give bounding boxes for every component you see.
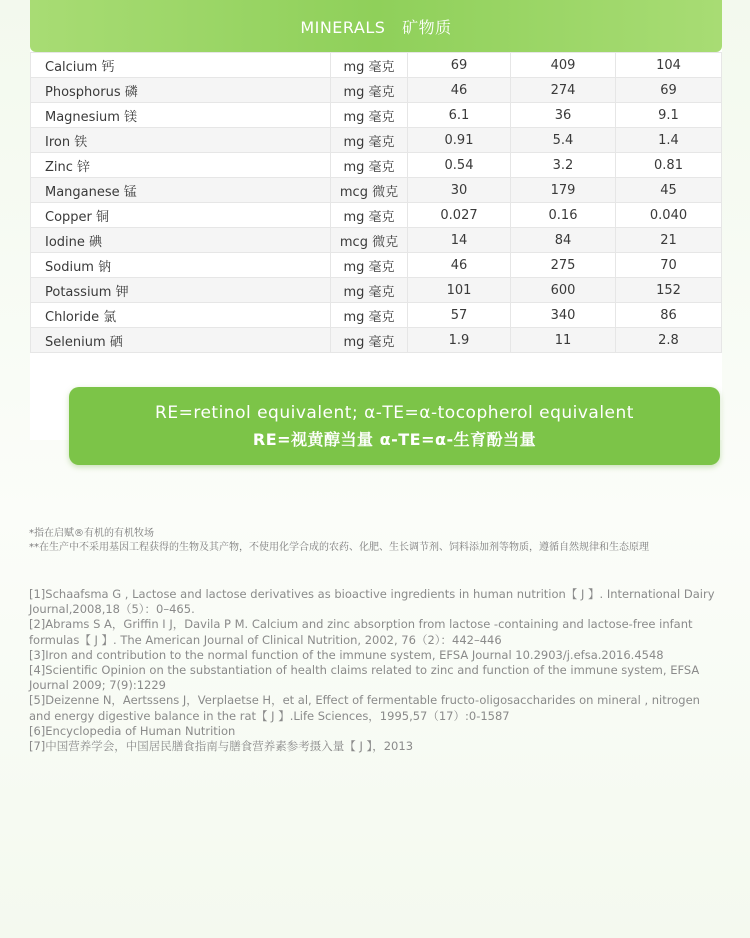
- nutrient-value-1: 1.9: [408, 328, 511, 353]
- nutrient-value-2: 274: [511, 78, 616, 103]
- nutrient-value-1: 46: [408, 78, 511, 103]
- note-english: RE=retinol equivalent; α-TE=α-tocopherol equivalent: [155, 402, 634, 423]
- reference-item: [1]Schaafsma G , Lactose and lactose derivatives as bioactive ingredients in human nutrition【 J 】. International Dairy Journal,2008,18（5）：0–465.: [29, 587, 715, 617]
- nutrient-name: Calcium 钙: [31, 53, 331, 78]
- nutrient-value-2: 11: [511, 328, 616, 353]
- note-chinese: RE=视黄醇当量 α-TE=α-生育酚当量: [252, 429, 537, 449]
- reference-item: [3]Iron and contribution to the normal function of the immune system, EFSA Journal 10.2903/j.efsa.2016.4548: [29, 647, 664, 662]
- nutrient-unit: mcg 微克: [331, 178, 408, 203]
- nutrient-value-2: 409: [511, 53, 616, 78]
- table-row: [31, 178, 722, 203]
- table-row: [31, 303, 722, 328]
- table-row: [31, 228, 722, 253]
- nutrient-value-2: 179: [511, 178, 616, 203]
- nutrient-value-3: 2.8: [616, 328, 722, 353]
- nutrient-value-2: 5.4: [511, 128, 616, 153]
- nutrient-unit: mg 毫克: [331, 78, 408, 103]
- reference-item: [5]Deizenne N，Aertssens J，Verplaetse H，et al, Effect of fermentable fructo-oligosaccharides on mineral , nitrogen and energy digestive balance in the rat【 J 】.Life Sciences，1995,57（17）:0-1587: [29, 693, 700, 723]
- nutrient-unit: mcg 微克: [331, 228, 408, 253]
- table-row: [31, 328, 722, 353]
- nutrient-value-3: 21: [616, 228, 722, 253]
- nutrient-name: Magnesium 镁: [31, 103, 331, 128]
- nutrient-value-1: 0.54: [408, 153, 511, 178]
- nutrient-value-2: 340: [511, 303, 616, 328]
- nutrient-value-1: 14: [408, 228, 511, 253]
- table-row: [31, 278, 722, 303]
- nutrient-value-3: 0.81: [616, 153, 722, 178]
- reference-item: [6]Encyclopedia of Human Nutrition: [29, 723, 236, 738]
- nutrient-value-1: 6.1: [408, 103, 511, 128]
- nutrient-name: Sodium 钠: [31, 253, 331, 278]
- table-row: [31, 153, 722, 178]
- nutrient-value-3: 9.1: [616, 103, 722, 128]
- nutrient-value-3: 70: [616, 253, 722, 278]
- nutrient-name: Manganese 锰: [31, 178, 331, 203]
- nutrient-unit: mg 毫克: [331, 203, 408, 228]
- nutrient-name: Copper 铜: [31, 203, 331, 228]
- nutrient-value-2: 3.2: [511, 153, 616, 178]
- nutrient-value-2: 36: [511, 103, 616, 128]
- nutrient-unit: mg 毫克: [331, 103, 408, 128]
- nutrient-value-1: 0.027: [408, 203, 511, 228]
- nutrient-name: Zinc 锌: [31, 153, 331, 178]
- footnote-organic-production: **在生产中不采用基因工程获得的生物及其产物，不使用化学合成的农药、化肥、生长调节剂、饲料添加剂等物质，遵循自然规律和生态原理: [29, 542, 649, 553]
- nutrient-value-1: 46: [408, 253, 511, 278]
- nutrient-value-2: 0.16: [511, 203, 616, 228]
- nutrient-value-2: 600: [511, 278, 616, 303]
- nutrient-value-2: 275: [511, 253, 616, 278]
- nutrient-value-3: 0.040: [616, 203, 722, 228]
- reference-item: [2]Abrams S A，Griffin I J，Davila P M. Calcium and zinc absorption from lactose -containing and lactose-free infant formulas【 J 】. The American Journal of Clinical Nutrition, 2002, 76（2）：442–446: [29, 617, 693, 647]
- nutrient-name: Potassium 钾: [31, 278, 331, 303]
- table-row: [31, 78, 722, 103]
- minerals-header: [30, 0, 722, 52]
- nutrient-value-3: 45: [616, 178, 722, 203]
- nutrient-value-1: 101: [408, 278, 511, 303]
- nutrient-value-1: 57: [408, 303, 511, 328]
- reference-item: [7]中国营养学会，中国居民膳食指南与膳食营养素参考摄入量【 J 】，2013: [29, 739, 414, 754]
- nutrient-value-3: 86: [616, 303, 722, 328]
- table-row: [31, 203, 722, 228]
- nutrient-name: Phosphorus 磷: [31, 78, 331, 103]
- equivalent-note-box: [69, 387, 720, 465]
- minerals-table: [30, 52, 722, 353]
- nutrient-unit: mg 毫克: [331, 278, 408, 303]
- nutrient-value-2: 84: [511, 228, 616, 253]
- reference-item: [4]Scientific Opinion on the substantiation of health claims related to zinc and function of the immune system, EFSA Journal 2009; 7(9):1229: [29, 663, 700, 693]
- nutrient-unit: mg 毫克: [331, 253, 408, 278]
- nutrient-value-1: 30: [408, 178, 511, 203]
- nutrient-value-3: 1.4: [616, 128, 722, 153]
- nutrient-value-3: 152: [616, 278, 722, 303]
- nutrient-name: Chloride 氯: [31, 303, 331, 328]
- table-row: [31, 253, 722, 278]
- nutrient-value-3: 104: [616, 53, 722, 78]
- minerals-title: MINERALS 矿物质: [300, 17, 452, 37]
- nutrient-name: Iron 铁: [31, 128, 331, 153]
- table-row: [31, 128, 722, 153]
- nutrient-name: Iodine 碘: [31, 228, 331, 253]
- nutrient-unit: mg 毫克: [331, 153, 408, 178]
- footnotes: [29, 527, 729, 555]
- references: [29, 587, 725, 754]
- nutrient-unit: mg 毫克: [331, 53, 408, 78]
- nutrient-value-3: 69: [616, 78, 722, 103]
- table-row: [31, 53, 722, 78]
- nutrient-value-1: 69: [408, 53, 511, 78]
- nutrient-unit: mg 毫克: [331, 328, 408, 353]
- table-row: [31, 103, 722, 128]
- nutrient-unit: mg 毫克: [331, 303, 408, 328]
- footnote-organic-farm: *指在启赋®有机的有机牧场: [29, 528, 154, 539]
- nutrient-value-1: 0.91: [408, 128, 511, 153]
- nutrient-name: Selenium 硒: [31, 328, 331, 353]
- nutrient-unit: mg 毫克: [331, 128, 408, 153]
